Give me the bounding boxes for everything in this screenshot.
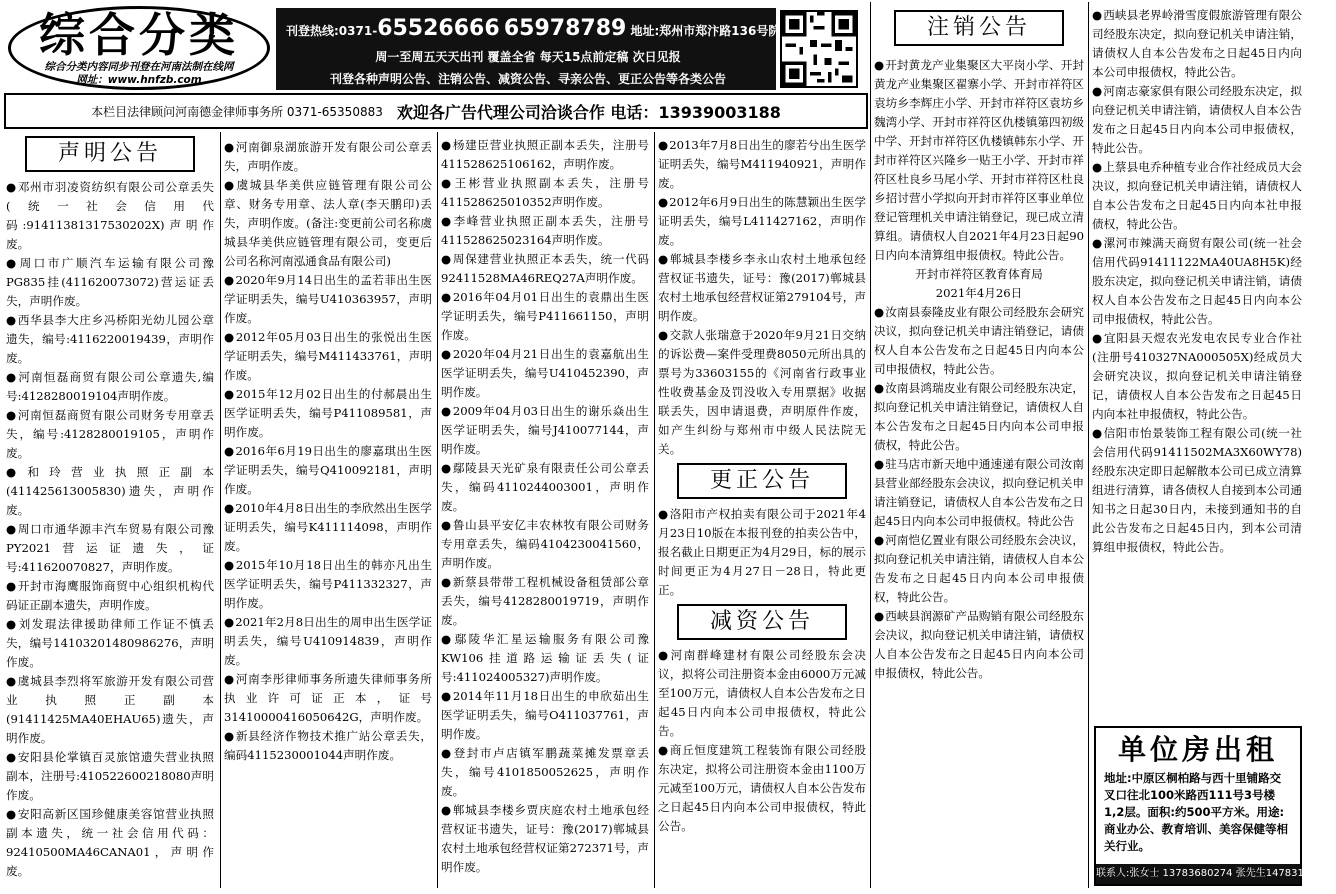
- list-item: ● 2015年10月18日出生的韩亦凡出生医学证明丢失，编号P411332327，声明作废。: [224, 556, 432, 613]
- column-deregistration-2: [1092, 6, 1302, 722]
- list-item: ● 2009年04月03日出生的谢乐焱出生医学证明丢失，编号J410077144，声明作废。: [441, 402, 649, 459]
- logo: [8, 6, 270, 90]
- list-item: ● 商丘恒度建筑工程装饰有限公司经股东决定，拟将公司注册资本金由1100万元减至100万元，请债权人自本公告发布之日起45日内向本公司申报债权，特此公告。: [658, 741, 866, 836]
- rental-details: 地址:中原区桐柏路与西十里铺路交叉口往北100米路西111号3号楼1,2层。面积:约500平方米。用途:商业办公、教育培训、美容保健等相关行业。: [1104, 771, 1288, 853]
- list-item: ● 2016年6月19日出生的廖嘉琪出生医学证明丢失，编号Q410092181，声明作废。: [224, 442, 432, 499]
- list-item: ● 和玲营业执照正副本(411425613005830)遗失，声明作废。: [6, 463, 214, 520]
- rental-contact: 联系人:张女士 13783680274 张先生14783166053: [1096, 864, 1300, 884]
- hotline-box: [276, 8, 781, 90]
- list-item: ● 安阳高新区国珍健康美容馆营业执照副本遗失，统一社会信用代码：92410500MA46CANA01，声明作废。: [6, 805, 214, 881]
- list-item: ● 登封市卢店镇军鹏蔬菜摊发票章丢失，编号4101850052625，声明作废。: [441, 744, 649, 801]
- list-item: ● 河南恒磊商贸有限公司公章遗失,编号:4128280019104声明作废。: [6, 368, 214, 406]
- notice-signer: 开封市祥符区教育体育局: [915, 267, 1043, 281]
- rental-title: 单位房出租: [1117, 733, 1278, 766]
- list-item: ● 鲁山县平安亿丰农林牧有限公司财务专用章丢失，编码4104230041560，声明作废。: [441, 516, 649, 573]
- column-mixed: [658, 136, 866, 892]
- column-statements-2: [224, 138, 432, 894]
- list-item: ● 虞城县华美供应链管理有限公司公章、财务专用章、法人章(李天鹏印)丢失，声明作废。(备注:变更前公司名称虞城县华美供应链管理有限公司，变更后公司名称河南泓通食品有限公司): [224, 176, 432, 271]
- list-item: ● 2015年12月02日出生的付郝晨出生医学证明丢失，编号P411089581，声明作废。: [224, 385, 432, 442]
- hotline-label: 刊登热线:0371-: [286, 24, 378, 38]
- list-item: ● 河南群峰建材有限公司经股东会决议，拟将公司注册资本金由6000万元减至100万元，请债权人自本公告发布之日起45日内向本公司申报债权，特此公告。: [658, 646, 866, 741]
- list-item: ● 2010年4月8日出生的李欣然出生医学证明丢失，编号K411114098，声明作废。: [224, 499, 432, 556]
- list-item: ● 西华县李大庄乡冯桥阳光幼儿园公章遗失，编号:4116220019439，声明作废。: [6, 311, 214, 368]
- agency-welcome: 欢迎各广告代理公司洽谈合作 电话：13939003188: [396, 102, 781, 122]
- office-rental-ad: [1094, 726, 1336, 886]
- legal-advisor: 本栏目法律顾问河南德金律师事务所 0371-65350883: [91, 104, 383, 119]
- list-item: ● 开封黄龙产业集聚区大平岗小学、开封黄龙产业集聚区翟寨小学、开封市祥符区袁坊乡李辉庄小学、开封市祥符区袁坊乡魏湾小学、开封市祥符区仇楼镇第四初级中学、开封市祥符区仇楼镇韩东小学、开封市祥符区兴隆乡一贴王小学、开封市祥符区杜良乡马尾小学、开封市祥符区杜良乡招讨营小学拟向开封市祥符区事业单位登记管理机关申请注销登记，现已成立清算组。请债权人自2021年4月23日起90日内向本清算组申报债权。特此公告。: [874, 56, 1084, 265]
- list-item: ● 信阳市怡景装饰工程有限公司(统一社会信用代码91411502MA3X60WY78)经股东决定即日起解散本公司已成立清算组进行清算，请各债权人自接到本公司通知书之日起30日内，未接到通知书的自此公告发布之日起45日内，到本公司清算组申报债权，特此公告。: [1092, 424, 1302, 557]
- logo-website: 网址：www.hnfzb.com: [76, 74, 202, 86]
- statement-list: [6, 178, 214, 881]
- list-item: ● 河南李彤律师事务所遗失律师事务所执业许可证正本，证号31410000416050642G，声明作废。: [224, 670, 432, 727]
- notice-date: 2021年4月26日: [935, 286, 1023, 300]
- list-item: ● 西峡县润源矿产品购销有限公司经股东会决议，拟向登记机关申请注销，请债权人自本公告发布之日起45日内向本公司申报债权，特此公告。: [874, 607, 1084, 683]
- list-item: ● 杨建臣营业执照正副本丢失，注册号411528625106162，声明作废。: [441, 136, 649, 174]
- list-item: ● 河南志豪家俱有限公司经股东决定，拟向登记机关申请注销，请债权人自本公告发布之日起45日内向本公司申报债权，特此公告。: [1092, 82, 1302, 158]
- hotline-phone-2: 65978789: [503, 16, 627, 41]
- section-heading-capital-reduction: 减资公告: [677, 604, 847, 640]
- list-item: ● 河南御泉湖旅游开发有限公司公章丢失，声明作废。: [224, 138, 432, 176]
- list-item: ● 河南恺亿置业有限公司经股东会决议，拟向登记机关申请注销，请债权人自本公告发布之日起45日内向本公司申报债权，特此公告。: [874, 531, 1084, 607]
- list-item: ● 上蔡县电乔种植专业合作社经成员大会决议，拟向登记机关申请注销，请债权人自本公告发布之日起45日内向本社申报债权，特此公告。: [1092, 158, 1302, 234]
- publishing-hours: 周一至周五天天出刊 覆盖全省 每天15点前定稿 次日见报: [375, 50, 681, 64]
- list-item: ● 周口市通华源丰汽车贸易有限公司豫PY2021营运证遗失，证号:411620070827，声明作废。: [6, 520, 214, 577]
- list-item: ● 汝南县鸿瑞皮业有限公司经股东决定，拟向登记机关申请注销登记，请债权人自本公告发布之日起45日内向本公司申报债权，特此公告。: [874, 379, 1084, 455]
- list-item: ● 鄢陵县天光矿泉有限责任公司公章丢失，编码4110244003001，声明作废。: [441, 459, 649, 516]
- qr-code-icon: [780, 10, 858, 88]
- list-item: ● 驻马店市新天地中通速递有限公司汝南县营业部经股东会决议，拟向登记机关申请注销登记，请债权人自本公告发布之日起45日内向本公司申报债权。特此公告: [874, 455, 1084, 531]
- logo-title: 综合分类: [39, 8, 239, 62]
- list-item: ● 虞城县李烈将军旅游开发有限公司营业执照正副本(91411425MA40EHAU65)遗失，声明作废。: [6, 672, 214, 748]
- list-item: ● 西峡县老界岭滑雪度假旅游管理有限公司经股东决定，拟向登记机关申请注销，请债权人自本公告发布之日起45日内向本公司申报债权，特此公告。: [1092, 6, 1302, 82]
- list-item: ● 2020年04月21日出生的袁嘉航出生医学证明丢失，编号U410452390，声明作废。: [441, 345, 649, 402]
- list-item: ● 2012年6月9日出生的陈慧颖出生医学证明丢失，编号L411427162，声明作废。: [658, 193, 866, 250]
- list-item: ● 2021年2月8日出生的周申出生医学证明丢失，编号U410914839，声明作废。: [224, 613, 432, 670]
- section-heading-deregistration: 注销公告: [894, 10, 1064, 46]
- list-item: ● 宜阳县天煜农光发电农民专业合作社(注册号410327NA000505X)经成员大会研究决议，拟向登记机关申请注销登记，请债权人自本公告发布之日起45日内向本社申报债权，特此公告。: [1092, 329, 1302, 424]
- masthead: [2, 2, 868, 90]
- column-divider: [870, 2, 871, 888]
- list-item: ● 2014年11月18日出生的申欣茹出生医学证明丢失，编号O411037761，声明作废。: [441, 687, 649, 744]
- section-heading-correction: 更正公告: [677, 463, 847, 499]
- list-item: ● 洛阳市产权拍卖有限公司于2021年4月23日10版在本报刊登的拍卖公告中，报名截止日期更正为4月29日，标的展示时间更正为4月27日－28日，特此更正。: [658, 505, 866, 600]
- list-item: ● 漯河市辣满天商贸有限公司(统一社会信用代码91411122MA40UA8H5K)经股东决定，拟向登记机关申请注销，请债权人自本公告发布之日起45日内向本公司申报债权，特此公告。: [1092, 234, 1302, 329]
- list-item: ● 2012年05月03日出生的张悦出生医学证明丢失，编号M411433761，声明作废。: [224, 328, 432, 385]
- list-item: ● 周口市广顺汽车运输有限公司豫PG835挂(411620073072)营运证丢失，声明作废。: [6, 254, 214, 311]
- column-divider: [654, 132, 655, 888]
- logo-subtitle: 综合分类内容同步刊登在河南法制在线网: [44, 61, 234, 73]
- hotline-row: [286, 16, 780, 41]
- list-item: ● 安阳县伦掌镇百灵旅馆遗失营业执照副本，注册号:410522600218080声明作废。: [6, 748, 214, 805]
- sponsor-banner: [4, 93, 868, 129]
- list-item: ● 王彬营业执照副本丢失，注册号411528625010352声明作废。: [441, 174, 649, 212]
- list-item: ● 周保建营业执照正本丢失，统一代码92411528MA46REQ27A声明作废。: [441, 250, 649, 288]
- list-item: ● 开封市海鹰服饰商贸中心组织机构代码证正副本遗失，声明作废。: [6, 577, 214, 615]
- column-divider: [437, 132, 438, 888]
- column-divider: [220, 132, 221, 888]
- column-divider: [1088, 2, 1089, 888]
- column-deregistration: [874, 4, 1084, 888]
- list-item: ● 2020年9月14日出生的孟若菲出生医学证明丢失，编号U410363957，声明作废。: [224, 271, 432, 328]
- column-statements: [6, 132, 214, 888]
- notice-types: 刊登各种声明公告、注销公告、减资公告、寻亲公告、更正公告等各类公告: [329, 72, 726, 86]
- list-item: ● 2016年04月01日出生的袁鼎出生医学证明丢失，编号P411661150，声明作废。: [441, 288, 649, 345]
- list-item: ● 交款人张瑞意于2020年9月21日交纳的诉讼费—案件受理费8050元所出具的票号为33603155的《河南省行政事业性收费基金及罚没收入专用票据》收据联丢失，因申请退费，声明原件作废，如产生纠纷与郑州市中级人民法院无关。: [658, 326, 866, 459]
- list-item: ● 鄢陵华汇星运输服务有限公司豫KW106挂道路运输证丢失(证号:411024005327)声明作废。: [441, 630, 649, 687]
- list-item: ● 郸城县李楼乡贾庆庭农村土地承包经营权证书遗失，证号：豫(2017)郸城县农村土地承包经营权证第272371号，声明作废。: [441, 801, 649, 877]
- list-item: ● 刘发琨法律援助律师工作证不慎丢失，编号14103201480986276，声明作废。: [6, 615, 214, 672]
- list-item: ● 新县经济作物技术推广站公章丢失，编码4115230001044声明作废。: [224, 727, 432, 765]
- address: 地址:郑州市郑汴路136号院: [630, 24, 781, 38]
- hotline-phone-1: 65526666: [377, 16, 500, 41]
- list-item: ● 2013年7月8日出生的廖若兮出生医学证明丢失，编号M411940921，声明作废。: [658, 136, 866, 193]
- list-item: ● 邓州市羽凌资纺织有限公司公章丢失(统一社会信用代码:91411381317530202X)声明作废。: [6, 178, 214, 254]
- list-item: ● 李峰营业执照正副本丢失，注册号411528625023164声明作废。: [441, 212, 649, 250]
- section-heading-statements: 声明公告: [25, 136, 195, 172]
- column-statements-3: [441, 136, 649, 892]
- list-item: ● 新蔡县带带工程机械设备租赁部公章丢失，编号4128280019719，声明作废。: [441, 573, 649, 630]
- list-item: ● 河南恒磊商贸有限公司财务专用章丢失，编号:4128280019105，声明作废。: [6, 406, 214, 463]
- list-item: ● 汝南县泰隆皮业有限公司经股东会研究决议，拟向登记机关申请注销登记，请债权人自本公告发布之日起45日内向本公司申报债权，特此公告。: [874, 303, 1084, 379]
- list-item: ● 郸城县李楼乡李永山农村土地承包经营权证书遗失，证号：豫(2017)郸城县农村土地承包经营权证第279104号，声明作废。: [658, 250, 866, 326]
